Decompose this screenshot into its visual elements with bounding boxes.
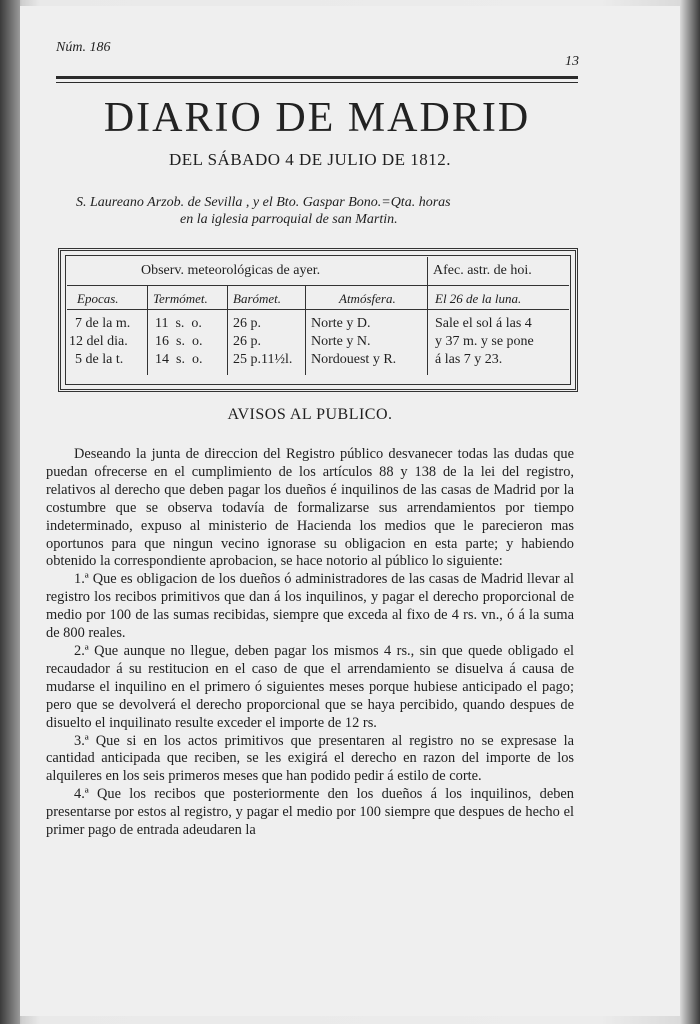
weather-astro-title: Afec. astr. de hoi.	[433, 263, 532, 278]
newspaper-page	[20, 6, 680, 1016]
page-number: 13	[565, 54, 579, 69]
masthead-rule-top	[56, 76, 578, 79]
article-paragraph: 4.ª Que los recibos que posteriormente den los dueños á los inquilinos, deben presentarse por estos al registro, y pagar el medio por 100 siempre que despues de hecho el primer pago de entrada adeudaren la	[46, 786, 574, 839]
weather-observations-title: Observ. meteorológicas de ayer.	[141, 263, 321, 278]
masthead-rule-top-thin	[56, 82, 578, 83]
cell-epoca: 7 de la m.	[75, 316, 131, 331]
cell-atmosfera: Norte y D.	[311, 316, 371, 331]
dateline: DEL SÁBADO 4 DE JULIO DE 1812.	[168, 150, 452, 169]
weather-header-rule	[67, 285, 569, 286]
article-paragraph: Deseando la junta de direccion del Registro público desvanecer todas las dudas que puedan ofrecerse en el cumplimiento de los artículos 88 y 138 de la lei del registro, relativos al derecho que deben pagar los dueños é inquilinos de las casas de Madrid por la costumbre que se observa todavía de formalizarse sus arrendamientos por tiempo indeterminado, expuso al ministerio de Hacienda los medios que le parecieron mas oportunos para que ningun vecino ignorase su obligacion en esta parte; y habiendo obtenido la correspondiente aprobacion, se hace notorio al público lo siguiente:	[46, 446, 574, 570]
cell-termometro: 14 s. o.	[155, 352, 203, 367]
weather-table	[58, 248, 578, 392]
cell-atmosfera: Norte y N.	[311, 334, 371, 349]
saints-of-the-day	[76, 194, 576, 228]
section-title: AVISOS AL PUBLICO.	[227, 406, 393, 423]
cell-epoca: 5 de la t.	[75, 352, 124, 367]
astro-line: á las 7 y 23.	[435, 352, 503, 367]
col-header-barometro: Barómet.	[233, 291, 282, 306]
saints-line-2: en la iglesia parroquial de san Martin.	[180, 212, 398, 227]
cell-atmosfera: Nordouest y R.	[311, 352, 397, 367]
article-body	[46, 446, 574, 840]
binding-edge-shadow	[0, 0, 20, 1024]
article-paragraph: 2.ª Que aunque no llegue, deben pagar los mismos 4 rs., sin que quede obligado el recaudador á su restitucion en el caso de que el arrendamiento se disuelva á causa de mudarse el inquilino en el primero ó siguientes meses porque hubiese anticipado el pago; pero que se devolverá el derecho proporcional que se haya percibido, quando despues de disuelto el inquilinato resulte exceder el importe de 12 rs.	[46, 642, 574, 731]
col-header-termometro: Termómet.	[153, 291, 208, 306]
astro-line: y 37 m. y se pone	[435, 334, 534, 349]
cell-barometro: 26 p.	[233, 334, 261, 349]
issue-number: Núm. 186	[56, 40, 111, 55]
col-divider	[147, 285, 148, 375]
article-paragraph: 1.ª Que es obligacion de los dueños ó administradores de las casas de Madrid llevar al registro los recibos primitivos que dan á los inquilinos, y pagar el derecho proporcional de medio por 100 de las sumas recibidas, siempre que exceda al fixo de 4 rs. vn., ó á la suma de 800 reales.	[46, 571, 574, 642]
cell-epoca: 12 del dia.	[69, 334, 128, 349]
cell-barometro: 25 p.11½l.	[233, 352, 293, 367]
col-header-atmosfera: Atmósfera.	[339, 291, 396, 306]
astro-line: Sale el sol á las 4	[435, 316, 532, 331]
col-divider	[227, 285, 228, 375]
cell-barometro: 26 p.	[233, 316, 261, 331]
col-divider	[427, 257, 428, 375]
saints-line-1: S. Laureano Arzob. de Sevilla , y el Bto. Gaspar Bono.=Qta. horas	[76, 195, 451, 210]
col-divider	[305, 285, 306, 375]
col-header-epocas: Epocas.	[77, 291, 119, 306]
col-header-luna: El 26 de la luna.	[435, 291, 522, 306]
masthead-title: DIARIO DE MADRID	[103, 95, 531, 141]
cell-termometro: 11 s. o.	[155, 316, 202, 331]
article-paragraph: 3.ª Que si en los actos primitivos que presentaren al registro no se expresase la cantidad anticipada que reciben, se les exigirá el derecho en razon del importe de los alquileres en los seis primeros meses que han podido pedir á estilo de corte.	[46, 732, 574, 785]
weather-column-rule	[67, 309, 569, 310]
cell-termometro: 16 s. o.	[155, 334, 203, 349]
